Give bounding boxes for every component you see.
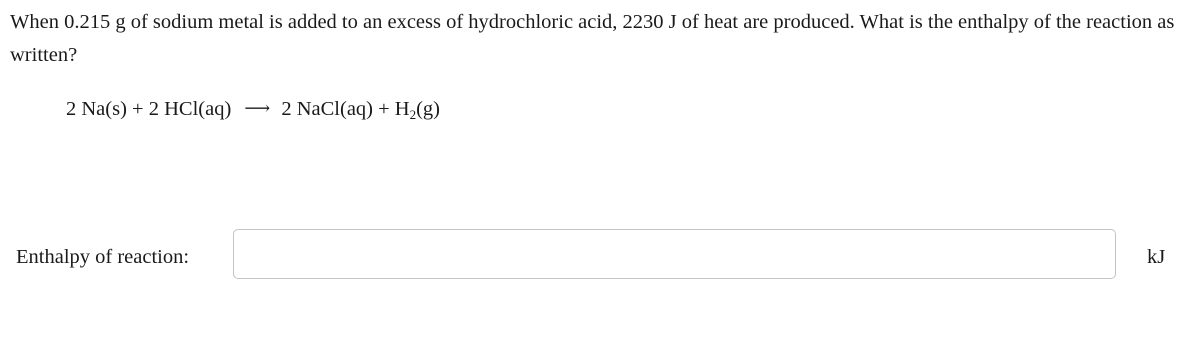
chemical-equation [66,95,440,123]
enthalpy-label: Enthalpy of reaction: [16,246,190,268]
enthalpy-input[interactable] [233,229,1116,279]
equation-products-suffix: (g) [416,98,441,120]
equation-products [281,98,440,120]
equation-reactants: 2 Na(s) + 2 HCl(aq) [66,98,232,120]
unit-label: kJ [1147,246,1166,268]
equation-products-subscript: 2 [409,107,417,122]
equation-products-prefix: 2 NaCl(aq) + H [281,98,410,120]
question-text: When 0.215 g of sodium metal is added to an excess of hydrochloric acid, 2230 J of heat are produced. What is the enthalpy of the reaction as written? [10,11,1175,66]
reaction-arrow-icon: ⟶ [244,98,271,118]
